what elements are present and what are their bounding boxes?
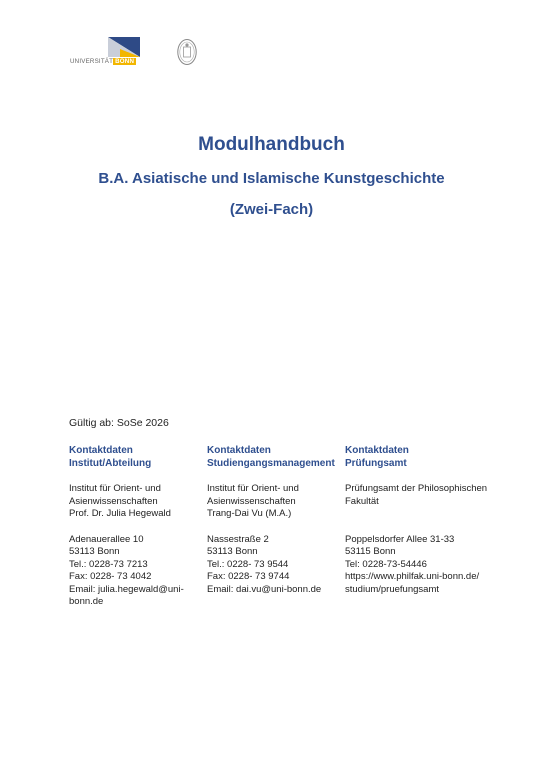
contact-column-program-management bbox=[207, 444, 342, 596]
logo-name-part1: UNIVERSITÄT bbox=[70, 58, 114, 65]
contact-email-line[interactable]: Email: dai.vu@uni-bonn.de bbox=[207, 583, 322, 595]
page-title: Modulhandbuch bbox=[198, 134, 345, 155]
contact-text-line: Asienwissenschaften bbox=[69, 495, 158, 507]
university-logo bbox=[68, 37, 198, 71]
contact-column-institute bbox=[69, 444, 201, 609]
contact-header-subject: Studiengangsmanagement bbox=[207, 458, 335, 469]
contact-text-line: Fakultät bbox=[345, 495, 379, 507]
contact-text-line: Adenauerallee 10 bbox=[69, 533, 144, 545]
contact-column-exam-office bbox=[345, 444, 515, 596]
contact-header-subject: Prüfungsamt bbox=[345, 458, 407, 469]
university-seal-icon bbox=[177, 38, 197, 66]
program-title: B.A. Asiatische und Islamische Kunstgeschichte bbox=[98, 170, 445, 187]
contact-text-line: Poppelsdorfer Allee 31-33 bbox=[345, 533, 455, 545]
contact-text-line: Institut für Orient- und bbox=[69, 483, 161, 494]
contact-text-line: Fax: 0228- 73 4042 bbox=[69, 571, 152, 582]
logo-name-part2: BONN bbox=[115, 58, 135, 65]
university-logo-mark-icon bbox=[68, 37, 140, 59]
contact-header-subject: Institut/Abteilung bbox=[69, 458, 152, 469]
contact-url-line[interactable]: studium/pruefungsamt bbox=[345, 583, 439, 595]
contact-text-line: 53115 Bonn bbox=[345, 546, 396, 557]
contact-text-line: 53113 Bonn bbox=[69, 546, 120, 557]
contact-email-line[interactable]: Email: julia.hegewald@uni- bbox=[69, 583, 184, 595]
university-logo-text bbox=[70, 58, 136, 65]
contact-text-line bbox=[345, 508, 515, 521]
contact-header-label: Kontaktdaten bbox=[207, 445, 271, 456]
contact-text-line: Prüfungsamt der Philosophischen bbox=[345, 483, 488, 494]
contact-text-line: Tel: 0228-73-54446 bbox=[345, 558, 427, 570]
contact-header-label: Kontaktdaten bbox=[345, 445, 409, 456]
contact-text-line: Trang-Dai Vu (M.A.) bbox=[207, 508, 292, 519]
contact-text-line: Asienwissenschaften bbox=[207, 495, 296, 507]
contact-text-line: Institut für Orient- und bbox=[207, 483, 299, 494]
contact-email-line[interactable]: bonn.de bbox=[69, 596, 104, 607]
contact-text-line: Tel.: 0228- 73 9544 bbox=[207, 558, 289, 570]
contact-text-line: Fax: 0228- 73 9744 bbox=[207, 571, 290, 582]
contact-header-label: Kontaktdaten bbox=[69, 445, 133, 456]
validity-text: Gültig ab: SoSe 2026 bbox=[69, 417, 169, 429]
contact-text-line: Tel.: 0228-73 7213 bbox=[69, 558, 148, 570]
contact-text-line: 53113 Bonn bbox=[207, 546, 258, 557]
contact-text-line: Prof. Dr. Julia Hegewald bbox=[69, 508, 171, 519]
contact-url-line[interactable]: https://www.philfak.uni-bonn.de/ bbox=[345, 571, 480, 582]
contact-text-line: Nassestraße 2 bbox=[207, 533, 269, 545]
program-variant: (Zwei-Fach) bbox=[229, 201, 314, 218]
